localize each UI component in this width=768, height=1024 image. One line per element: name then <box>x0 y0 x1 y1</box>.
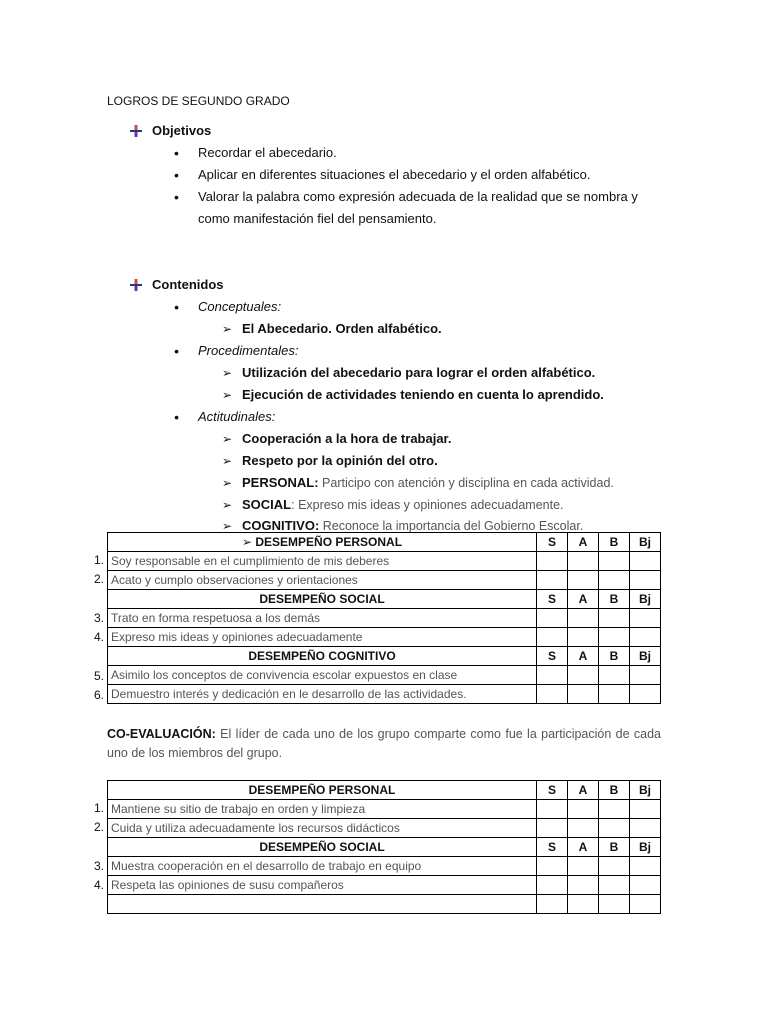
table-cell <box>599 857 630 876</box>
row-number: 6. <box>93 688 104 703</box>
table-cell <box>630 857 661 876</box>
table-cell <box>568 800 599 819</box>
objetivos-heading-text: Objetivos <box>152 123 212 138</box>
table-row <box>108 819 661 838</box>
table-header-row <box>108 590 661 609</box>
table-row <box>108 857 661 876</box>
table-header-row <box>108 781 661 800</box>
conceptuales-list <box>222 318 442 340</box>
table-cell <box>568 685 599 704</box>
actitudinales-list <box>222 428 614 536</box>
header-cell: S <box>537 647 568 666</box>
table-row <box>108 628 661 647</box>
table-cell <box>568 876 599 895</box>
coevaluacion-label: CO-EVALUACIÓN: <box>107 727 216 741</box>
table-header-row <box>108 647 661 666</box>
table-cell <box>537 685 568 704</box>
table-cell: Soy responsable en el cumplimiento de mis deberes <box>108 552 537 571</box>
table-cell: Acato y cumplo observaciones y orientaciones <box>108 571 537 590</box>
row-number: 3. <box>93 610 104 625</box>
desempeno-table-1 <box>107 532 661 704</box>
header-cell: B <box>599 781 630 800</box>
table-cell <box>599 628 630 647</box>
table-cell: Demuestro interés y dedicación en le desarrollo de las actividades. <box>108 685 537 704</box>
arrow-icon: ➢ <box>241 535 256 549</box>
table-cell: Respeta las opiniones de susu compañeros <box>108 876 537 895</box>
objetivos-heading <box>130 123 211 138</box>
contenidos-heading-text: Contenidos <box>152 277 224 292</box>
list-item: • Procedimentales: <box>174 340 674 362</box>
procedimentales-list <box>222 362 604 406</box>
table-cell <box>108 895 537 914</box>
header-cell: DESEMPEÑO PERSONAL <box>108 781 537 800</box>
row-number: 1. <box>93 553 104 567</box>
table-cell <box>568 895 599 914</box>
coevaluacion-text: El líder de cada uno de los grupo comparte como fue la participación de cada uno de los miembros del grupo. <box>107 727 661 760</box>
procedimentales-item <box>174 340 674 362</box>
table-cell <box>537 552 568 571</box>
cognitivo-label: COGNITIVO: <box>242 518 320 533</box>
list-item: ➢ Ejecución de actividades teniendo en cuenta lo aprendido. <box>222 384 604 406</box>
cognitivo-text: Reconoce la importancia del Gobierno Escolar. <box>319 519 584 533</box>
header-cell: Bj <box>630 838 661 857</box>
table-cell <box>599 552 630 571</box>
header-cell: B <box>599 533 630 552</box>
table-cell <box>568 571 599 590</box>
row-number: 3. <box>93 858 104 873</box>
header-cell-text: DESEMPEÑO PERSONAL <box>255 535 403 549</box>
row-number: 1. <box>93 801 104 815</box>
table-cell <box>568 666 599 685</box>
table-header-row <box>108 838 661 857</box>
contenidos-heading <box>130 277 224 292</box>
list-item <box>222 494 614 516</box>
list-item: • Valorar la palabra como expresión adecuada de la realidad que se nombra y como manifestación fiel del pensamiento. <box>174 186 660 230</box>
header-cell: Bj <box>630 647 661 666</box>
table-cell <box>630 876 661 895</box>
social-label: SOCIAL <box>242 497 292 512</box>
table-cell <box>568 819 599 838</box>
bullet-arrow-icon <box>130 125 142 137</box>
list-item: • Actitudinales: <box>174 406 674 428</box>
table-cell <box>599 800 630 819</box>
header-cell: A <box>568 533 599 552</box>
table1-row-numbers <box>80 551 104 705</box>
row-number: 2. <box>93 820 104 835</box>
table-cell <box>537 628 568 647</box>
table-cell <box>630 800 661 819</box>
table-cell <box>537 819 568 838</box>
header-cell: S <box>537 781 568 800</box>
table-cell <box>630 819 661 838</box>
table-cell <box>537 609 568 628</box>
table-cell <box>630 895 661 914</box>
conceptuales-item <box>174 296 674 318</box>
table-row <box>108 552 661 571</box>
row-number: 2. <box>93 572 104 587</box>
header-cell: S <box>537 533 568 552</box>
table-cell <box>630 571 661 590</box>
table-cell <box>537 666 568 685</box>
table-row <box>108 609 661 628</box>
table-cell <box>599 685 630 704</box>
page-title: LOGROS DE SEGUNDO GRADO <box>107 94 290 108</box>
header-cell: Bj <box>630 533 661 552</box>
table-cell <box>599 895 630 914</box>
list-item: • Aplicar en diferentes situaciones el abecedario y el orden alfabético. <box>174 164 674 186</box>
table-cell <box>630 628 661 647</box>
coevaluacion-paragraph <box>107 725 661 763</box>
table-cell <box>537 800 568 819</box>
list-item <box>222 472 614 494</box>
header-cell: B <box>599 647 630 666</box>
header-cell: DESEMPEÑO SOCIAL <box>108 590 537 609</box>
table-cell <box>568 857 599 876</box>
list-item: ➢ El Abecedario. Orden alfabético. <box>222 318 442 340</box>
table-row <box>108 666 661 685</box>
table-cell <box>537 876 568 895</box>
table2-row-numbers <box>80 799 104 895</box>
table-cell: Asimilo los conceptos de convivencia escolar expuestos en clase <box>108 666 537 685</box>
list-item: ➢ Utilización del abecedario para lograr el orden alfabético. <box>222 362 604 384</box>
header-cell: B <box>599 838 630 857</box>
table-cell <box>630 666 661 685</box>
row-number: 4. <box>93 878 104 893</box>
table-cell <box>599 571 630 590</box>
table-cell <box>630 609 661 628</box>
table-header-row <box>108 533 661 552</box>
table-cell <box>537 857 568 876</box>
social-text: : Expreso mis ideas y opiniones adecuadamente. <box>291 498 564 512</box>
table-cell <box>599 819 630 838</box>
list-item: ➢ Respeto por la opinión del otro. <box>222 450 614 472</box>
table-cell <box>568 628 599 647</box>
list-item: • Conceptuales: <box>174 296 674 318</box>
table-cell <box>537 895 568 914</box>
table-cell: Trato en forma respetuosa a los demás <box>108 609 537 628</box>
row-number: 4. <box>93 630 104 645</box>
bullet-arrow-icon <box>130 279 142 291</box>
header-cell <box>108 533 537 552</box>
table-row <box>108 571 661 590</box>
table-cell: Cuida y utiliza adecuadamente los recursos didácticos <box>108 819 537 838</box>
header-cell: A <box>568 590 599 609</box>
table-cell <box>630 685 661 704</box>
header-cell: A <box>568 647 599 666</box>
header-cell: S <box>537 838 568 857</box>
actitudinales-item <box>174 406 674 428</box>
table-row <box>108 876 661 895</box>
table-cell <box>568 552 599 571</box>
personal-text: Participo con atención y disciplina en cada actividad. <box>318 476 614 490</box>
table-cell <box>537 571 568 590</box>
row-number: 5. <box>93 668 104 683</box>
header-cell: B <box>599 590 630 609</box>
table-cell: Muestra cooperación en el desarrollo de trabajo en equipo <box>108 857 537 876</box>
header-cell: A <box>568 838 599 857</box>
header-cell: Bj <box>630 781 661 800</box>
table-cell <box>599 666 630 685</box>
table-cell <box>599 876 630 895</box>
table-row <box>108 685 661 704</box>
header-cell: A <box>568 781 599 800</box>
table-cell <box>599 609 630 628</box>
table-row <box>108 895 661 914</box>
objetivos-list <box>174 142 674 230</box>
table-cell: Mantiene su sitio de trabajo en orden y limpieza <box>108 800 537 819</box>
header-cell: Bj <box>630 590 661 609</box>
table-row <box>108 800 661 819</box>
table-cell <box>568 609 599 628</box>
list-item: • Recordar el abecedario. <box>174 142 674 164</box>
personal-label: PERSONAL: <box>242 475 319 490</box>
header-cell: DESEMPEÑO COGNITIVO <box>108 647 537 666</box>
header-cell: DESEMPEÑO SOCIAL <box>108 838 537 857</box>
table-cell: Expreso mis ideas y opiniones adecuadamente <box>108 628 537 647</box>
header-cell: S <box>537 590 568 609</box>
desempeno-table-2 <box>107 780 661 914</box>
list-item: ➢ Cooperación a la hora de trabajar. <box>222 428 614 450</box>
table-cell <box>630 552 661 571</box>
